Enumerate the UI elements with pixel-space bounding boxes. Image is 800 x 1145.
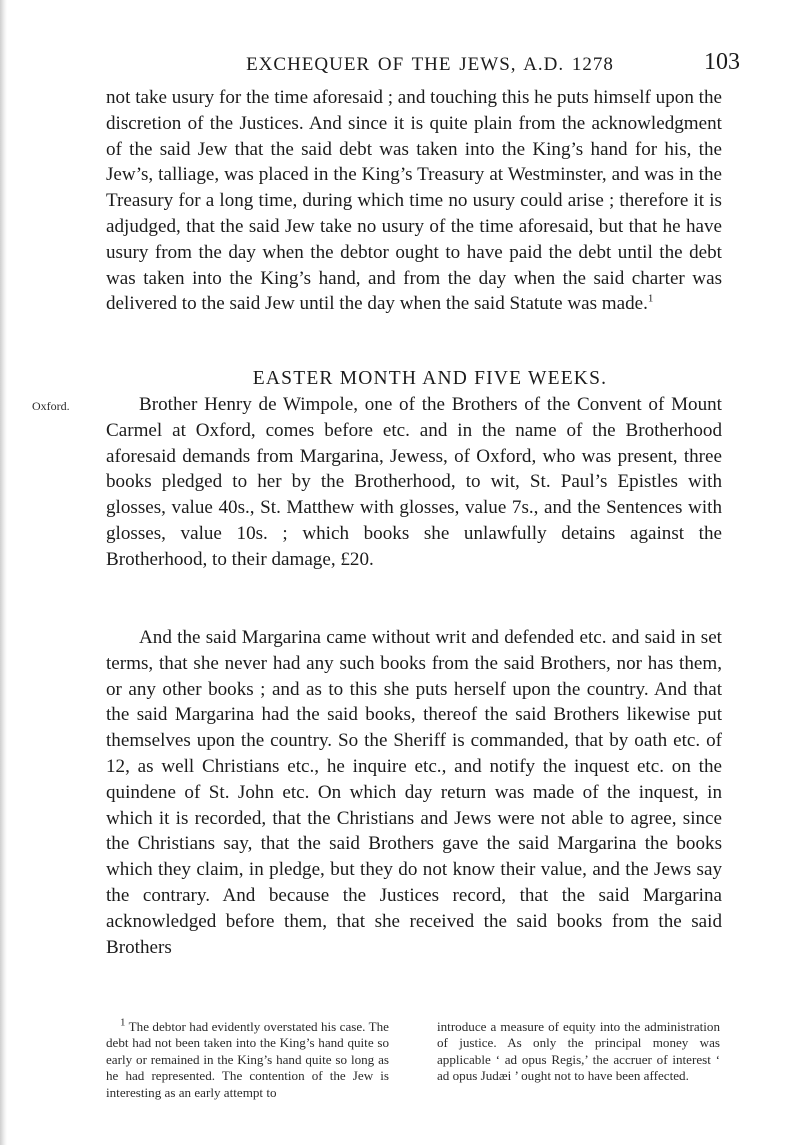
footnote-marker: 1 <box>120 1016 126 1029</box>
paragraph-3: And the said Margarina came without writ and defended etc. and said in set terms, that she never had any such books from the said Brothers, nor has them, or any other books ; and as to this she puts herself upon the country. And that the said Margarina had the said books, thereof the said Brothers likewise put themselves upon the country. So the Sheriff is commanded, that by oath etc. of 12, as well Christians etc., he inquire etc., and notify the inquest etc. on the quindene of St. John etc. On which day return was made of the inquest, in which it is recorded, that the Christians and Jews were not able to agree, since the Christians say, that the said Brothers gave the said Margarina the books which they claim, in pledge, but they do not know their value, and the Jews say the contrary. And because the Justices record, that the said Margarina acknowledged before them, that she received the said books from the said Brothers <box>106 627 722 958</box>
footnote-right-column: introduce a measure of equity into the administration of justice. As only the principal money was applicable ‘ ad opus Regis,’ the accruer of interest ‘ ad opus Judæi ’ ought not to have been affected. <box>437 1019 720 1084</box>
section-heading: EASTER MONTH AND FIVE WEEKS. <box>252 368 608 389</box>
running-head: EXCHEQUER OF THE JEWS, A.D. 1278 <box>246 54 614 75</box>
paragraph-1-text: not take usury for the time aforesaid ; and touching this he puts himself upon the discretion of the Justices. And since it is quite plain from the acknowledgment of the said Jew that the said debt was taken into the King’s hand for his, the Jew’s, talliage, was placed in the King’s Treasury at Westminster, and was in the Treasury for a long time, during which time no usury could arise ; therefore it is adjudged, that the said Jew take no usury of the time aforesaid, but that he have usury from the day when the debtor ought to have paid the debt until the debt was taken into the King’s hand, and from the day when the said charter was delivered to the said Jew until the day when the said Statute was made. <box>106 87 722 315</box>
footnote-reference: 1 <box>647 293 654 306</box>
paragraph-2: Brother Henry de Wimpole, one of the Brothers of the Convent of Mount Carmel at Oxford, comes before etc. and in the name of the Brotherhood aforesaid demands from Margarina, Jewess, of Oxford, who was present, three books pledged to her by the Brotherhood, to wit, St. Paul’s Epistles with glosses, value 40s., St. Matthew with glosses, value 7s., and the Sentences with glosses, value 10s. ; which books she unlawfully detains against the Brotherhood, to their damage, £20. <box>106 394 722 570</box>
page-number: 103 <box>704 49 740 75</box>
page-binding-edge <box>0 0 7 1145</box>
footnote-left-text: The debtor had evidently overstated his case. The debt had not been taken into the King’s hand quite so early or remained in the King’s hand quite so long as he had represented. The contention of the Jew is interesting as an early attempt to <box>106 1019 389 1100</box>
margin-note: Oxford. <box>32 399 70 413</box>
footnote-left-column <box>106 1016 389 1101</box>
paragraph-1 <box>106 85 722 317</box>
